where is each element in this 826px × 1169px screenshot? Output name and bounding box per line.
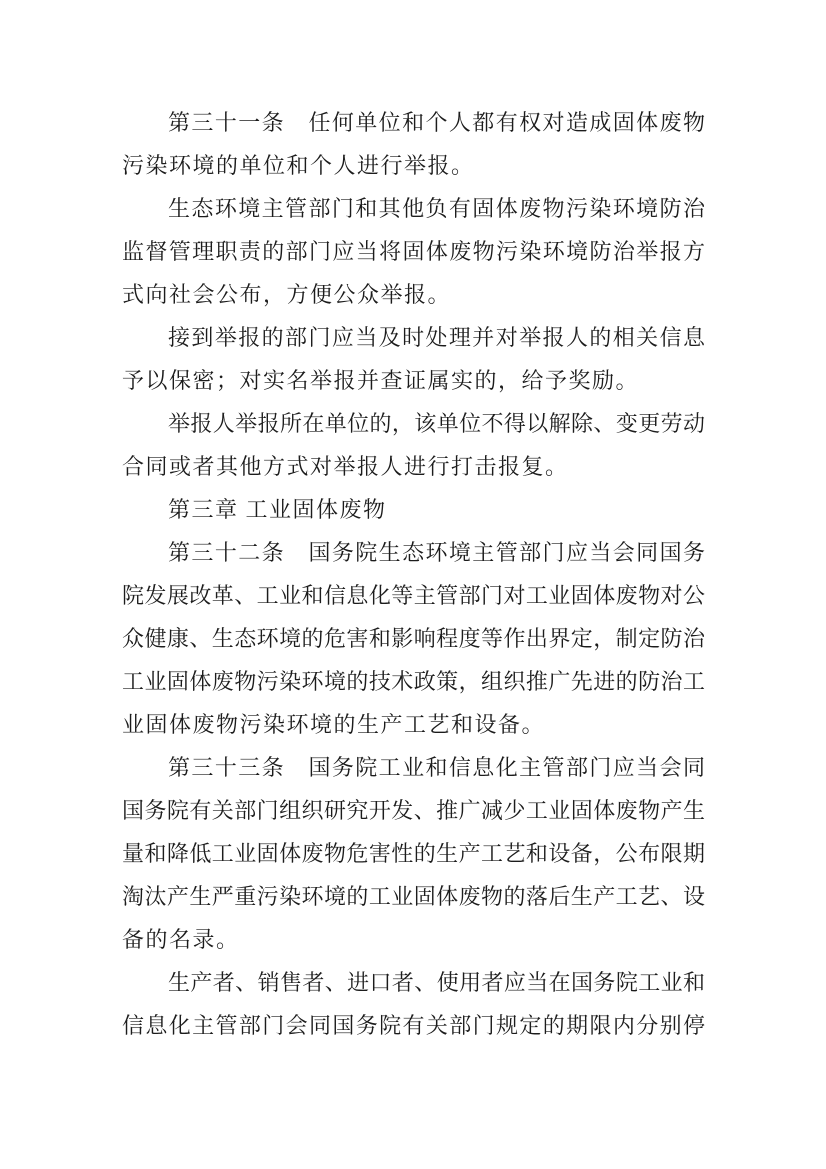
text-line: 淘汰产生严重污染环境的工业固体废物的落后生产工艺、设	[122, 884, 705, 909]
text-line: 众健康、生态环境的危害和影响程度等作出界定，制定防治	[122, 626, 705, 651]
text-line: 备的名录。	[122, 927, 240, 952]
text-line: 信息化主管部门会同国务院有关部门规定的期限内分别停	[122, 1013, 705, 1038]
text-line: 举报人举报所在单位的，该单位不得以解除、变更劳动	[168, 411, 705, 436]
text-line: 第三十二条 国务院生态环境主管部门应当会同国务	[168, 540, 705, 565]
text-line: 量和降低工业固体废物危害性的生产工艺和设备，公布限期	[122, 841, 705, 866]
text-line: 合同或者其他方式对举报人进行打击报复。	[122, 454, 569, 479]
text-line: 生产者、销售者、进口者、使用者应当在国务院工业和	[168, 970, 705, 995]
text-line: 院发展改革、工业和信息化等主管部门对工业固体废物对公	[122, 583, 705, 608]
text-line: 式向社会公布，方便公众举报。	[122, 282, 452, 307]
text-line: 监督管理职责的部门应当将固体废物污染环境防治举报方	[122, 239, 705, 264]
text-line: 接到举报的部门应当及时处理并对举报人的相关信息	[168, 325, 705, 350]
text-line: 予以保密；对实名举报并查证属实的，给予奖励。	[122, 368, 640, 393]
text-line: 第三十三条 国务院工业和信息化主管部门应当会同	[168, 755, 705, 780]
text-line: 国务院有关部门组织研究开发、推广减少工业固体废物产生	[122, 798, 705, 823]
text-line: 第三十一条 任何单位和个人都有权对造成固体废物	[168, 110, 705, 135]
text-line: 生态环境主管部门和其他负有固体废物污染环境防治	[168, 196, 705, 221]
text-line: 业固体废物污染环境的生产工艺和设备。	[122, 712, 546, 737]
text-line: 工业固体废物污染环境的技术政策，组织推广先进的防治工	[122, 669, 705, 694]
document-body	[122, 101, 705, 1047]
text-line: 污染环境的单位和个人进行举报。	[122, 153, 475, 178]
chapter-heading-line: 第三章 工业固体废物	[168, 497, 387, 522]
